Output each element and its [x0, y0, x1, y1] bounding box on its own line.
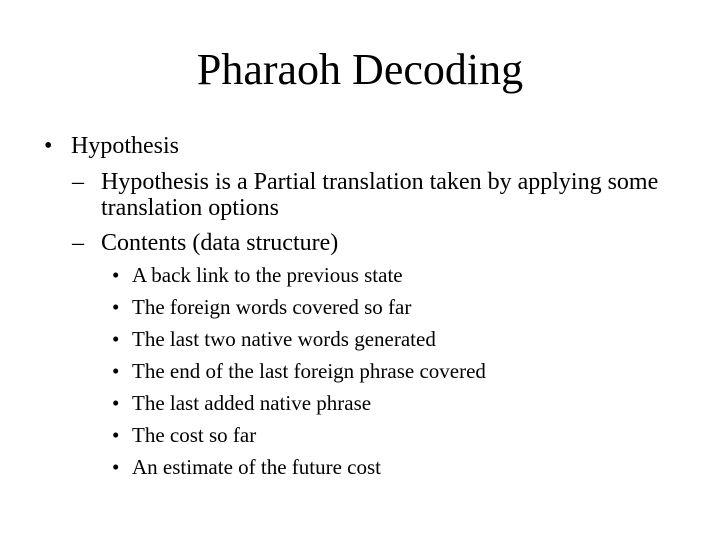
- list-item-text: The cost so far: [132, 423, 257, 447]
- bullet-dot-icon: •: [112, 359, 120, 383]
- bullet-dot-icon: •: [112, 295, 120, 319]
- list-item: [112, 358, 672, 390]
- sub-bullet-contents-text: Contents (data structure): [101, 230, 339, 256]
- list-item-text: The end of the last foreign phrase covered: [132, 359, 486, 383]
- sub-bullet-contents: [72, 230, 672, 256]
- list-item-text: A back link to the previous state: [132, 263, 403, 287]
- list-item: [112, 422, 672, 454]
- list-item: [112, 390, 672, 422]
- list-item-text: The last added native phrase: [132, 391, 372, 415]
- bullet-dot-icon: •: [44, 133, 53, 159]
- bullet-dot-icon: •: [112, 455, 120, 479]
- bullet-dot-icon: •: [112, 327, 120, 351]
- list-item-text: The last two native words generated: [132, 327, 436, 351]
- list-item-text: An estimate of the future cost: [132, 455, 382, 479]
- list-item: [112, 294, 672, 326]
- bullet-dot-icon: •: [112, 423, 120, 447]
- list-item: [112, 262, 672, 294]
- bullet-hypothesis-text: Hypothesis: [71, 133, 179, 159]
- list-item: [112, 454, 672, 486]
- list-item-text: The foreign words covered so far: [132, 295, 412, 319]
- dash-icon: –: [72, 169, 84, 195]
- slide-title: Pharaoh Decoding: [196, 45, 524, 94]
- bullet-dot-icon: •: [112, 263, 120, 287]
- sub-bullet-definition-text: Hypothesis is a Partial translation taken by applying some translation options: [101, 169, 659, 221]
- list-item: [112, 326, 672, 358]
- dash-icon: –: [72, 230, 84, 256]
- contents-list: [112, 262, 672, 486]
- sub-bullet-definition: [72, 169, 672, 221]
- bullet-dot-icon: •: [112, 391, 120, 415]
